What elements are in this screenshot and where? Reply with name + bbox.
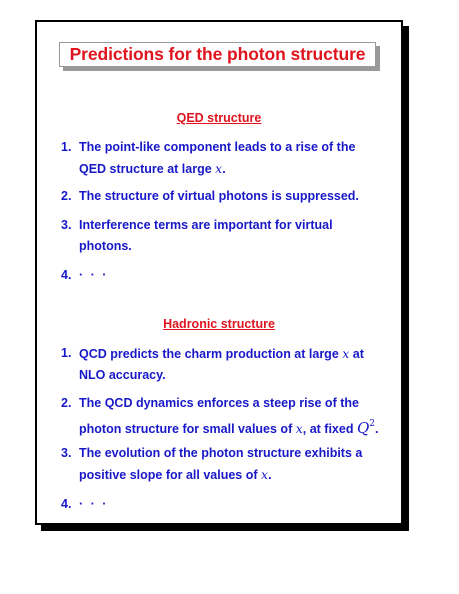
item-text: Interference terms are important for virtual photons.: [79, 218, 333, 253]
hadronic-item-3: [61, 443, 391, 486]
item-text: The evolution of the photon structure exhibits a positive slope for all values of x.: [79, 446, 363, 482]
item-number: 1.: [61, 346, 72, 360]
qed-item-4: [61, 265, 391, 286]
item-number: 2.: [61, 189, 72, 203]
title-box: [59, 42, 376, 67]
hadronic-item-4: [61, 494, 391, 515]
item-number: 3.: [61, 218, 72, 232]
qed-item-2: [61, 186, 391, 207]
item-text: The structure of virtual photons is suppressed.: [79, 189, 359, 203]
item-text: The QCD dynamics enforces a steep rise of the photon structure for small values of x, at fixed $Q^2$.: [79, 396, 379, 437]
qed-section-heading: QED structure: [176, 111, 262, 125]
item-number: 4.: [61, 497, 72, 511]
hadronic-item-1: [61, 343, 391, 386]
slide-title: Predictions for the photon structure: [69, 44, 366, 64]
ellipsis: · · ·: [79, 268, 109, 282]
item-text: QCD predicts the charm production at large x at NLO accuracy.: [79, 346, 364, 382]
slide-frame: [35, 20, 403, 525]
item-text: The point-like component leads to a rise of the QED structure at large x.: [79, 140, 356, 176]
qed-item-1: [61, 137, 391, 180]
item-number: 3.: [61, 446, 72, 460]
item-number: 4.: [61, 268, 72, 282]
ellipsis: · · ·: [79, 497, 109, 511]
item-number: 1.: [61, 140, 72, 154]
hadronic-item-2: [61, 393, 391, 440]
item-number: 2.: [61, 396, 72, 410]
qed-item-3: [61, 215, 391, 257]
hadronic-section-heading: Hadronic structure: [163, 317, 275, 331]
